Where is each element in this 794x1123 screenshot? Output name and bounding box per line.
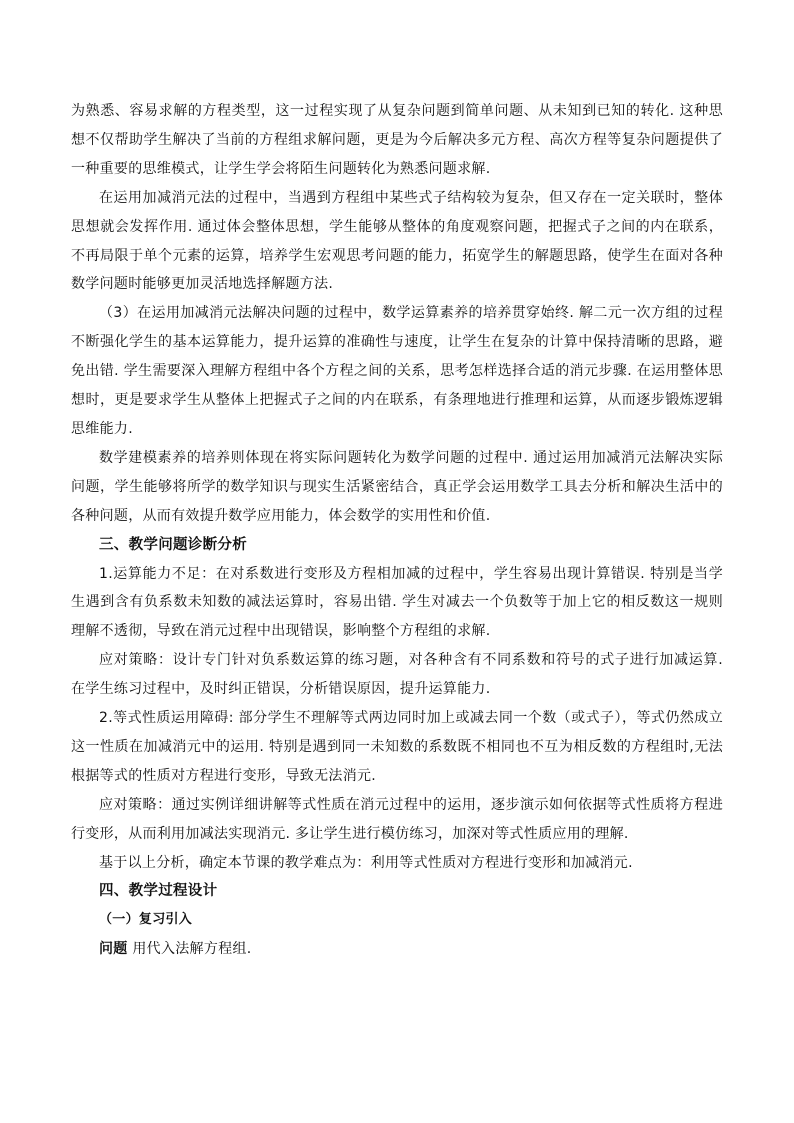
paragraph-7: 2.等式性质运用障碍: 部分学生不理解等式两边同时加上或减去同一个数（或式子），等式仍然成立这一性质在加减消元中的运用. 特别是遇到同一未知数的系数既不相同也不互为相反数的方程组时,无法根据等式的性质对方程进行变形，导致无法消元.	[71, 710, 723, 784]
paragraph-4: 数学建模素养的培养则体现在将实际问题转化为数学问题的过程中. 通过运用加减消元法解决实际问题，学生能够将所学的数学知识与现实生活紧密结合，真正学会运用数学工具去分析和解决生活中的各种问题，从而有效提升数学应用能力，体会数学的实用性和价值.	[71, 449, 723, 524]
paragraph-3: （3）在运用加减消元法解决问题的过程中，数学运算素养的培养贯穿始终. 解二元一次方组的过程不断强化学生的基本运算能力，提升运算的准确性与速度，让学生在复杂的计算中保持清晰的思路，避免出错. 学生需要深入理解方程组中各个方程之间的关系，思考怎样选择合适的消元步骤. 在运用整体思想时，更是要求学生从整体上把握式子之间的内在联系，有条理地进行推理和运算，从而逐步锻炼逻辑思维能力.	[71, 305, 723, 437]
question-label: 问题	[99, 941, 128, 958]
paragraph-9: 基于以上分析，确定本节课的教学难点为：利用等式性质对方程进行变形和加减消元.	[99, 854, 633, 871]
question-line	[71, 935, 723, 964]
subsection-heading-review: （一）复习引入	[99, 912, 193, 928]
question-text: 用代入法解方程组.	[127, 941, 252, 958]
document-body	[71, 97, 723, 964]
section-heading-three: 三、教学问题诊断分析	[99, 536, 247, 553]
paragraph-8: 应对策略：通过实例详细讲解等式性质在消元过程中的运用，逐步演示如何依据等式性质将方程进行变形，从而利用加减法实现消元. 多让学生进行模仿练习，加深对等式性质应用的理解.	[71, 796, 723, 842]
paragraph-6: 应对策略：设计专门针对负系数运算的练习题，对各种含有不同系数和符号的式子进行加减运算. 在学生练习过程中，及时纠正错误，分析错误原因，提升运算能力.	[71, 652, 723, 698]
paragraph-5: 1.运算能力不足：在对系数进行变形及方程相加减的过程中，学生容易出现计算错误. 特别是当学生遇到含有负系数未知数的减法运算时，容易出错. 学生对减去一个负数等于加上它的相反数这一规则理解不透彻，导致在消元过程中出现错误，影响整个方程组的求解.	[71, 565, 723, 640]
paragraph-1: 为熟悉、容易求解的方程类型，这一过程实现了从复杂问题到简单问题、从未知到已知的转化. 这种思想不仅帮助学生解决了当前的方程组求解问题，更是为今后解决多元方程、高次方程等复杂问题提供了一种重要的思维模式，让学生学会将陌生问题转化为熟悉问题求解.	[71, 103, 723, 177]
section-heading-four: 四、教学过程设计	[99, 883, 218, 900]
paragraph-2: 在运用加减消元法的过程中，当遇到方程组中某些式子结构较为复杂，但又存在一定关联时，整体思想就会发挥作用. 通过体会整体思想，学生能够从整体的角度观察问题，把握式子之间的内在联系，不再局限于单个元素的运算，培养学生宏观思考问题的能力，拓宽学生的解题思路，使学生在面对各种数学问题时能够更加灵活地选择解题方法.	[71, 189, 723, 293]
